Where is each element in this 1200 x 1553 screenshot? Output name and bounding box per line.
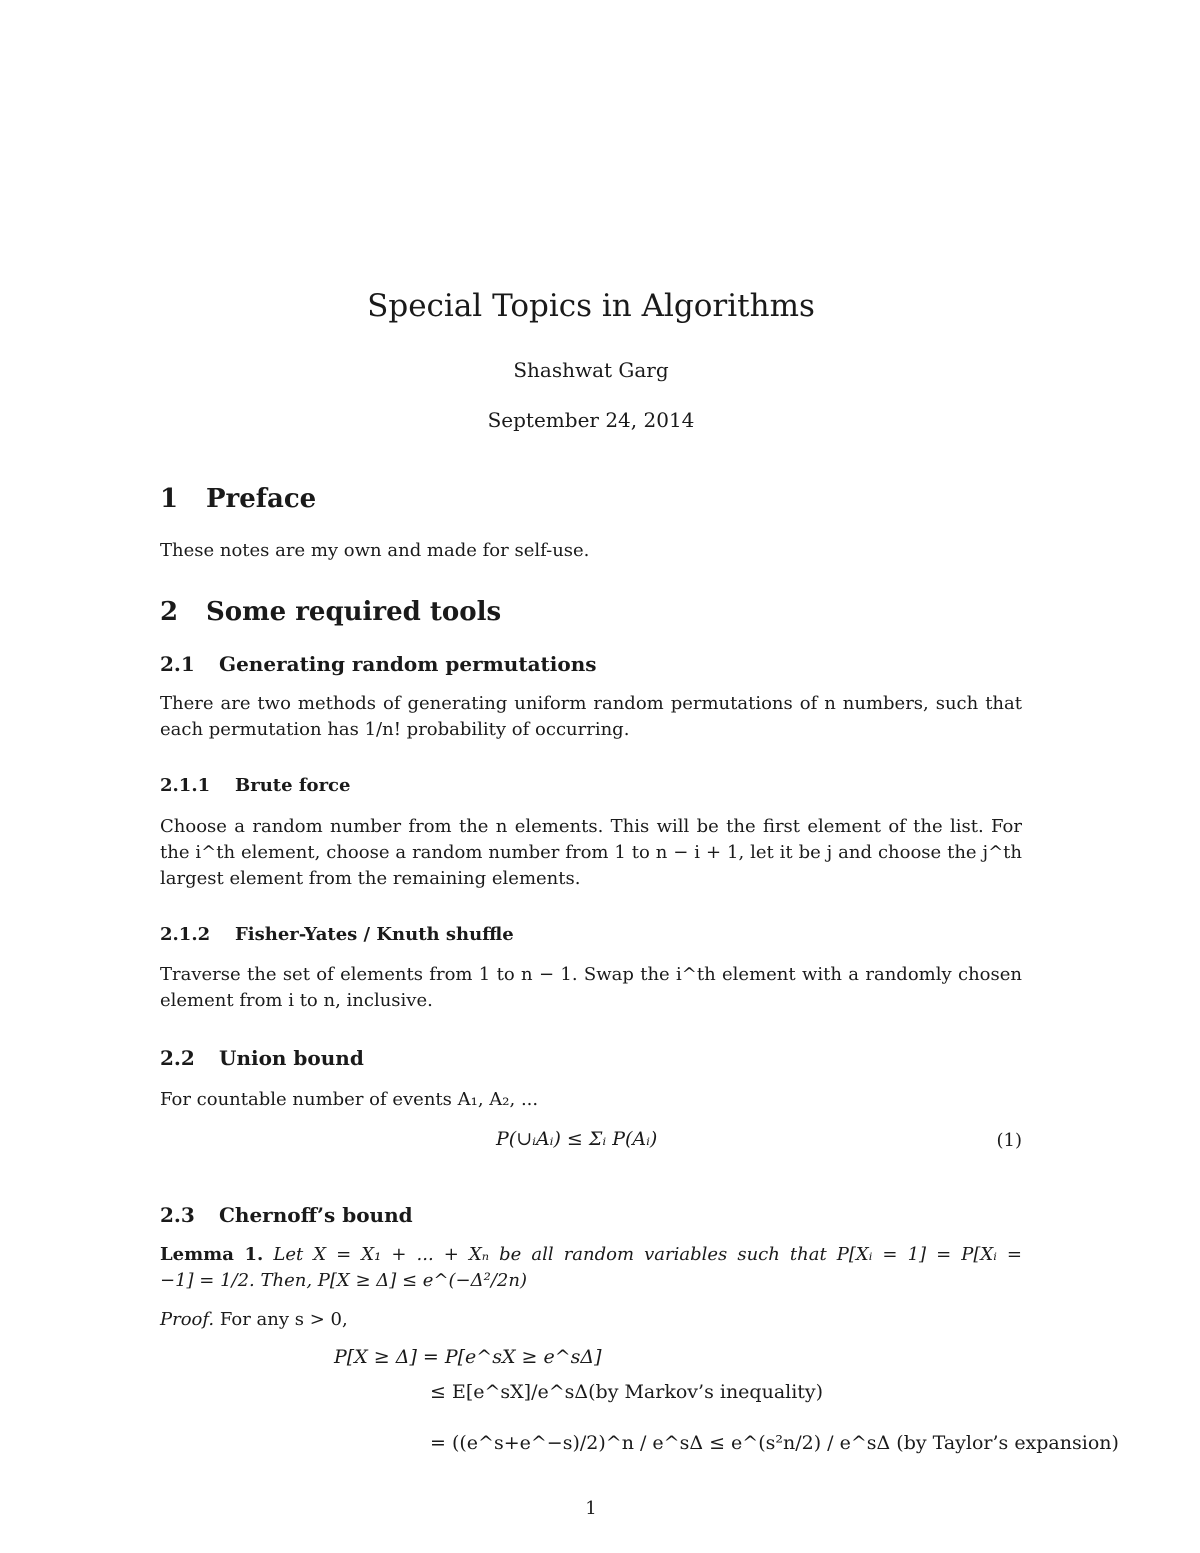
page-number: 1 [585, 1498, 597, 1519]
paragraph-line: the i^th element, choose a random number from 1 to n − i + 1, let it be j and choose the j^th [160, 842, 1022, 863]
subsubsection-2-1-2-heading [160, 924, 514, 945]
paragraph-line: Traverse the set of elements from 1 to n − 1. Swap the i^th element with a randomly chosen [160, 964, 1022, 985]
proof-align-line-3: = ((e^s+e^−s)/2)^n / e^sΔ ≤ e^(s²n/2) / e^sΔ (by Taylor’s expansion) [430, 1432, 1119, 1454]
equation-number: (1) [996, 1130, 1022, 1151]
section-title: Some required tools [206, 597, 502, 627]
date: September 24, 2014 [487, 408, 695, 432]
section-title: Preface [206, 484, 317, 514]
proof-label: Proof. [160, 1309, 215, 1330]
subsection-number: 2.1 [160, 652, 195, 676]
section-number: 1 [160, 484, 179, 514]
subsubsection-2-1-1-heading [160, 775, 350, 796]
lemma-line: −1] = 1/2. Then, P[X ≥ Δ] ≤ e^(−Δ²/2n) [160, 1270, 527, 1291]
section-number: 2 [160, 597, 179, 627]
proof-align-line-1: P[X ≥ Δ] = P[e^sX ≥ e^sΔ] [334, 1346, 602, 1368]
preface-text: These notes are my own and made for self-use. [160, 540, 590, 561]
proof-align-line-2: ≤ E[e^sX]/e^sΔ(by Markov’s inequality) [430, 1381, 824, 1403]
proof-line [160, 1307, 1022, 1334]
subsection-2-2-heading [160, 1046, 364, 1070]
lemma-line [160, 1244, 1022, 1265]
subsection-2-3-heading [160, 1203, 413, 1227]
subsubsection-number: 2.1.2 [160, 924, 211, 945]
subsection-title: Chernoff’s bound [219, 1203, 413, 1227]
subsection-title: Generating random permutations [219, 652, 597, 676]
paragraph-line: element from i to n, inclusive. [160, 990, 433, 1011]
paper-title: Special Topics in Algorithms [367, 288, 815, 324]
paragraph-line: Choose a random number from the n elements. This will be the first element of the list. For [160, 816, 1022, 837]
subsection-number: 2.3 [160, 1203, 195, 1227]
union-bound-equation: P(∪ᵢAᵢ) ≤ Σᵢ P(Aᵢ) [496, 1128, 658, 1150]
paragraph-line: largest element from the remaining elements. [160, 868, 581, 889]
union-bound-text: For countable number of events A₁, A₂, ... [160, 1089, 539, 1110]
author: Shashwat Garg [513, 358, 669, 382]
section-1-heading [160, 484, 316, 514]
paragraph-line: each permutation has 1/n! probability of occurring. [160, 719, 630, 740]
paragraph-line: There are two methods of generating uniform random permutations of n numbers, such that [160, 693, 1022, 714]
subsection-number: 2.2 [160, 1046, 195, 1070]
subsection-title: Union bound [219, 1046, 364, 1070]
lemma-label: Lemma 1. [160, 1244, 264, 1265]
proof-text: For any s > 0, [219, 1309, 348, 1330]
lemma-text: Let X = X₁ + ... + Xₙ be all random variables such that P[Xᵢ = 1] = P[Xᵢ = [273, 1244, 1022, 1265]
subsubsection-number: 2.1.1 [160, 775, 211, 796]
subsection-2-1-heading [160, 652, 597, 676]
subsubsection-title: Brute force [235, 775, 351, 796]
section-2-heading [160, 597, 501, 627]
subsubsection-title: Fisher-Yates / Knuth shuffle [235, 924, 514, 945]
